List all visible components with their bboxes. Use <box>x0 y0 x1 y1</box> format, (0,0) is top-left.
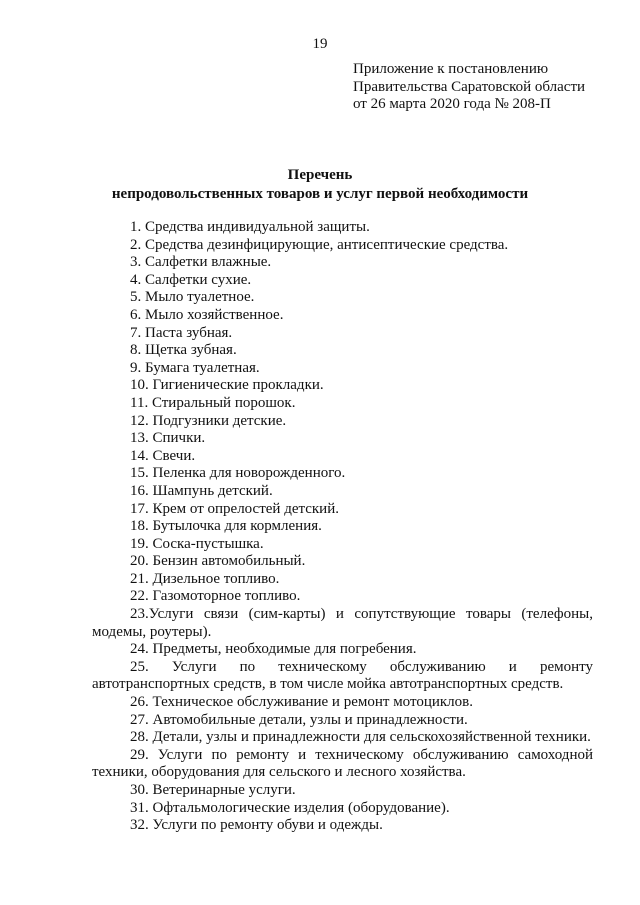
appendix-header <box>353 61 585 114</box>
list-item: 12. Подгузники детские. <box>130 412 287 429</box>
list-item: 5. Мыло туалетное. <box>130 289 255 306</box>
list-item: 17. Крем от опрелостей детский. <box>130 500 339 517</box>
list-item: 10. Гигиенические прокладки. <box>130 377 324 394</box>
list-item: 18. Бутылочка для кормления. <box>130 518 322 535</box>
list-item: 14. Свечи. <box>130 447 196 464</box>
list-item: 7. Паста зубная. <box>130 324 233 341</box>
goods-list <box>92 219 593 835</box>
title-line: непродовольственных товаров и услуг первой необходимости <box>111 186 529 202</box>
appendix-line: от 26 марта 2020 года № 208-П <box>353 96 551 112</box>
list-item: 4. Салфетки сухие. <box>130 271 252 288</box>
list-item: 21. Дизельное топливо. <box>130 570 280 587</box>
list-item: 24. Предметы, необходимые для погребения. <box>130 641 417 658</box>
appendix-line: Правительства Саратовской области <box>353 78 586 95</box>
list-item: 11. Стиральный порошок. <box>130 394 296 411</box>
list-item: 28. Детали, узлы и принадлежности для сельскохозяйственной техники. <box>130 729 591 746</box>
list-item: 32. Услуги по ремонту обуви и одежды. <box>130 817 383 834</box>
page-number: 19 <box>312 36 328 52</box>
list-item: 30. Ветеринарные услуги. <box>130 782 296 798</box>
list-item: 15. Пеленка для новорожденного. <box>130 465 346 482</box>
list-item: 16. Шампунь детский. <box>130 482 273 499</box>
list-item: 13. Спички. <box>130 430 206 447</box>
list-item: 31. Офтальмологические изделия (оборудование). <box>130 799 450 816</box>
document-title <box>0 166 640 204</box>
list-item: 1. Средства индивидуальной защиты. <box>130 219 370 235</box>
list-item: 6. Мыло хозяйственное. <box>130 306 284 323</box>
title-line: Перечень <box>287 167 353 183</box>
list-item: 26. Техническое обслуживание и ремонт мотоциклов. <box>130 694 474 711</box>
appendix-line: Приложение к постановлению <box>353 61 549 77</box>
list-item: 25. Услуги по техническому обслуживанию и ремонту автотранспортных средств, в том числе мойка автотранспортных средств. <box>92 658 593 693</box>
list-item: 27. Автомобильные детали, узлы и принадлежности. <box>130 711 468 728</box>
list-item: 22. Газомоторное топливо. <box>130 588 301 605</box>
list-item: 29. Услуги по ремонту и техническому обслуживанию самоходной техники, оборудования для сельского и лесного хозяйства. <box>92 746 593 781</box>
list-item: 9. Бумага туалетная. <box>130 359 260 376</box>
list-item: 3. Салфетки влажные. <box>130 254 272 271</box>
list-item: 2. Средства дезинфицирующие, антисептические средства. <box>130 236 509 253</box>
list-item: 23.Услуги связи (сим-карты) и сопутствующие товары (телефоны, модемы, роутеры). <box>92 606 593 640</box>
list-item: 19. Соска-пустышка. <box>130 535 264 552</box>
list-item: 20. Бензин автомобильный. <box>130 553 306 570</box>
list-item: 8. Щетка зубная. <box>130 342 237 359</box>
